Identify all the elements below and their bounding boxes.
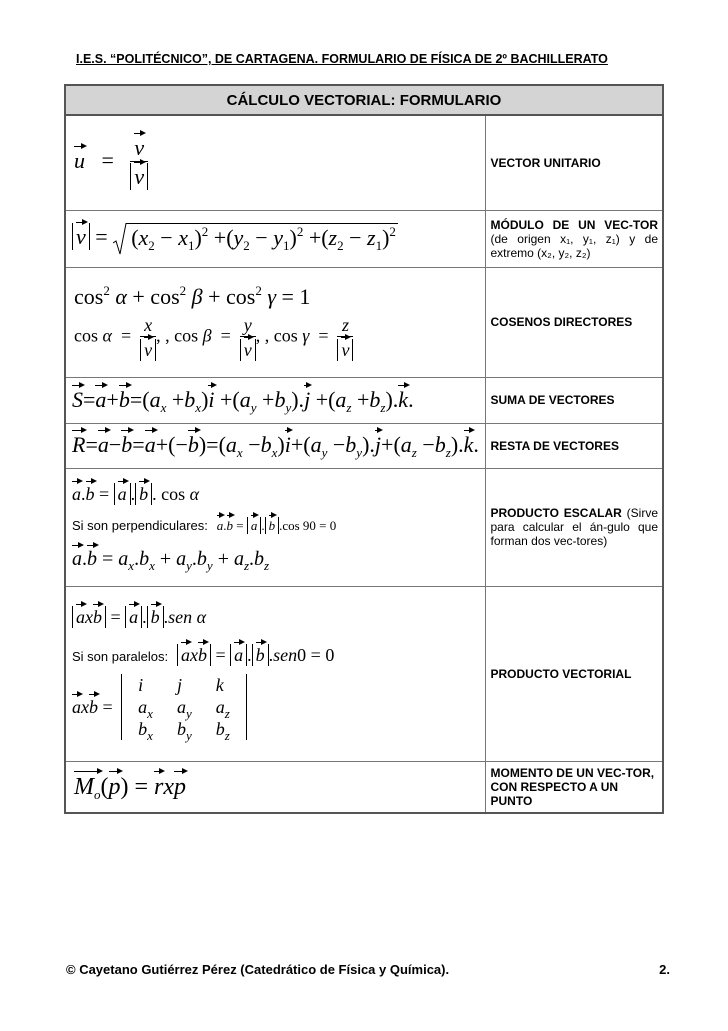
- determinant: i j k $a_x$ $a_y$ $a_z$ $b_x$ $b_y$ $b_z$: [121, 674, 247, 740]
- perpendicular-label: Si son perpendiculares:: [72, 517, 208, 533]
- formula-modulus: v = $(x_2 - x_1)^2 +(y_2 - y_1)^2 +(z_2 - z_1)^2$: [65, 210, 485, 267]
- page-header: I.E.S. “POLITÉCNICO”, DE CARTAGENA. FORMULARIO DE FÍSICA DE 2º BACHILLERATO: [76, 52, 608, 66]
- formula-table: [64, 84, 664, 814]
- label-modulus: [485, 210, 663, 267]
- formula-direction-cosines: $\cos^2 \alpha + \cos^2 \beta + \cos^2 \gamma = 1$ cos α = $\frac{x}{v}$ , , cos β = $\frac{y}{v}$ , , cos γ = $\frac{z}{v}$: [65, 267, 485, 377]
- row-vector-difference: [65, 423, 663, 468]
- formula-vector-difference: $R=a-b=a+(-b)=(a_x -b_x)i+(a_y -b_y).j+(a_z -b_z).k$.: [65, 423, 485, 468]
- row-modulus: [65, 210, 663, 267]
- label-modulus-detail: (de origen x₁, y₁, z₁) y de extremo (x₂, y₂, z₂): [490, 231, 658, 260]
- parallel-label: Si son paralelos:: [72, 648, 169, 664]
- label-unit-vector: VECTOR UNITARIO: [485, 115, 663, 210]
- footer-author: © Cayetano Gutiérrez Pérez (Catedrático de Física y Química).: [66, 962, 450, 977]
- table-title: CÁLCULO VECTORIAL: FORMULARIO: [65, 85, 663, 115]
- formula-dot-product: a.b = a . b . cos α Si son perpendiculares: a.b = a . b .cos 90 = 0 $a.b = a_x.b_x + a_y.b_y + a_z.b_z$: [65, 468, 485, 586]
- row-cross-product: [65, 586, 663, 761]
- formula-cross-product: axb = a . b .sen α Si son paralelos: axb = a . b .sen0 = 0 axb = i j k $a_x$ $a_y$ $a_z$ $b_x$ $b_y$ $b_z$: [65, 586, 485, 761]
- row-moment: [65, 761, 663, 813]
- page-footer: [66, 962, 670, 977]
- formula-unit-vector: u = $\frac{v}{v}$: [65, 115, 485, 210]
- formula-moment: $M_o(p)$ = rxp: [65, 761, 485, 813]
- label-dot-product-bold: PRODUCTO ESCALAR: [490, 506, 622, 520]
- label-cross-product: PRODUCTO VECTORIAL: [485, 586, 663, 761]
- formula-vector-sum: $S=a+b=(a_x +b_x)i +(a_y +b_y).j +(a_z +b_z).k$.: [65, 377, 485, 423]
- label-modulus-bold: MÓDULO DE UN VEC-TOR: [490, 217, 658, 232]
- row-vector-sum: [65, 377, 663, 423]
- row-direction-cosines: [65, 267, 663, 377]
- row-dot-product: [65, 468, 663, 586]
- label-dot-product: [485, 468, 663, 586]
- page-number: 2.: [659, 962, 670, 977]
- label-moment: MOMENTO DE UN VEC-TOR, CON RESPECTO A UN PUNTO: [485, 761, 663, 813]
- label-dot-product-detail: (Sirve para calcular el án-gulo que forman dos vec-tores): [490, 506, 658, 548]
- label-direction-cosines: COSENOS DIRECTORES: [485, 267, 663, 377]
- row-unit-vector: [65, 115, 663, 210]
- label-vector-difference: RESTA DE VECTORES: [485, 423, 663, 468]
- label-vector-sum: SUMA DE VECTORES: [485, 377, 663, 423]
